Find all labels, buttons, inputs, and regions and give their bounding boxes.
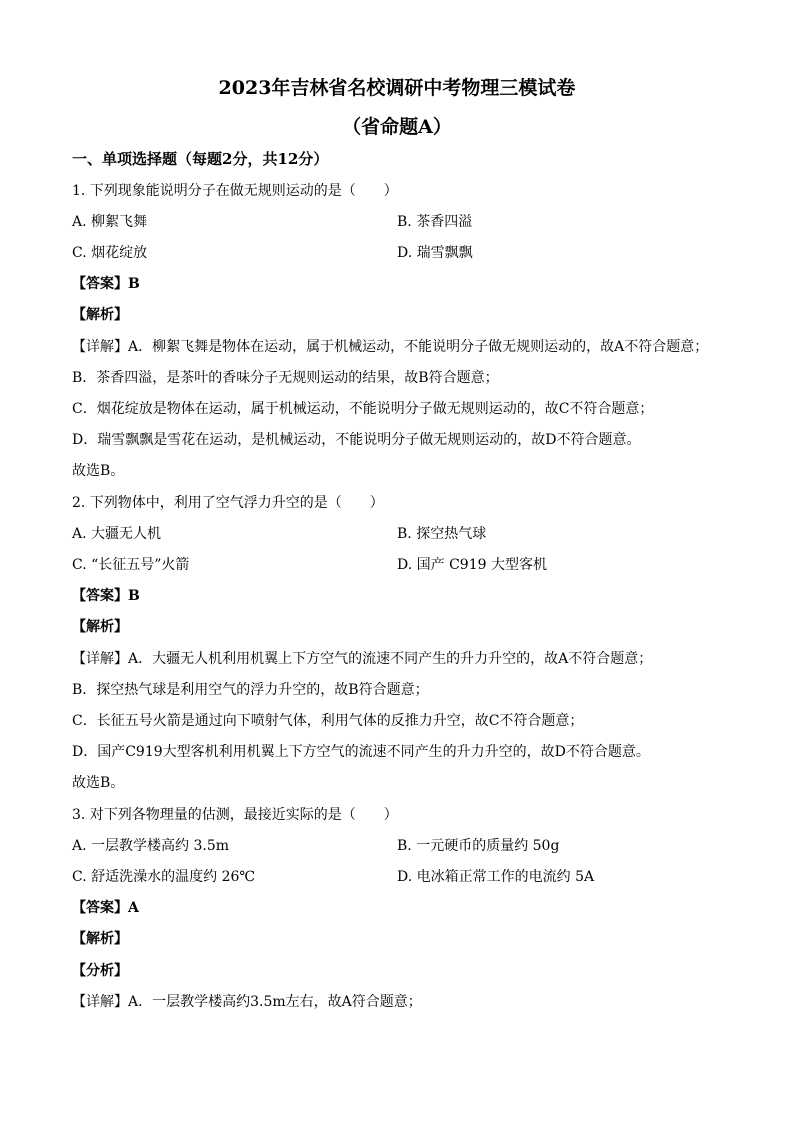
question-2-detail-b: B．探空热气球是利用空气的浮力升空的，故B符合题意； [72, 682, 429, 698]
question-3-option-d: D. 电冰箱正常工作的电流约 5A [397, 869, 595, 885]
question-3-stem: 3. 对下列各物理量的估测，最接近实际的是（ ） [72, 807, 398, 823]
question-1-detail-c: C．烟花绽放是物体在运动，属于机械运动，不能说明分子做无规则运动的，故C不符合题意； [72, 401, 654, 417]
question-1-option-a: A. 柳絮飞舞 [72, 214, 148, 230]
question-2-option-d: D. 国产 C919 大型客机 [397, 557, 547, 573]
question-3-answer: 【答案】A [72, 900, 139, 916]
question-1-option-c: C. 烟花绽放 [72, 245, 148, 261]
question-2-detail-a: 【详解】A．大疆无人机利用机翼上下方空气的流速不同产生的升力升空的，故A不符合题意； [72, 651, 653, 667]
question-2-detail-c: C．长征五号火箭是通过向下喷射气体，利用气体的反推力升空，故C不符合题意； [72, 713, 584, 729]
question-3-option-a: A. 一层教学楼高约 3.5m [72, 838, 230, 854]
question-1-detail-b: B．茶香四溢，是茶叶的香味分子无规则运动的结果，故B符合题意； [72, 370, 499, 386]
document-subtitle: （省命题A） [342, 116, 452, 138]
question-2-option-c: C. “长征五号”火箭 [72, 557, 190, 573]
question-1-detail-d: D．瑞雪飘飘是雪花在运动，是机械运动，不能说明分子做无规则运动的，故D不符合题意。 [72, 432, 641, 448]
question-2-analysis-label: 【解析】 [72, 619, 128, 635]
question-2-detail-d: D．国产C919大型客机利用机翼上下方空气的流速不同产生的升力升空的，故D不符合题意。 [72, 744, 650, 760]
question-1-option-d: D. 瑞雪飘飘 [397, 245, 473, 261]
question-2-option-a: A. 大疆无人机 [72, 526, 162, 542]
question-3-option-c: C. 舒适洗澡水的温度约 26℃ [72, 869, 256, 885]
question-1-stem: 1. 下列现象能说明分子在做无规则运动的是（ ） [72, 183, 398, 199]
question-1-analysis-label: 【解析】 [72, 307, 128, 323]
question-3-option-b: B. 一元硬币的质量约 50g [397, 838, 560, 854]
question-1-option-b: B. 茶香四溢 [397, 214, 473, 230]
question-3-detail-a: 【详解】A．一层教学楼高约3.5m左右，故A符合题意； [72, 994, 422, 1010]
question-2-conclusion: 故选B。 [72, 775, 125, 791]
question-1-answer: 【答案】B [72, 276, 140, 292]
question-1-detail-a: 【详解】A．柳絮飞舞是物体在运动，属于机械运动，不能说明分子做无规则运动的，故A不符合题意； [72, 339, 709, 355]
document-title: 2023年吉林省名校调研中考物理三模试卷 [218, 77, 576, 99]
question-2-stem: 2. 下列物体中，利用了空气浮力升空的是（ ） [72, 495, 384, 511]
question-3-analysis-label: 【解析】 [72, 931, 128, 947]
section-heading: 一、单项选择题（每题2分，共12分） [72, 150, 329, 168]
question-2-answer: 【答案】B [72, 588, 140, 604]
question-2-option-b: B. 探空热气球 [397, 526, 487, 542]
question-1-conclusion: 故选B。 [72, 463, 125, 479]
question-3-fenxi-label: 【分析】 [72, 963, 128, 979]
